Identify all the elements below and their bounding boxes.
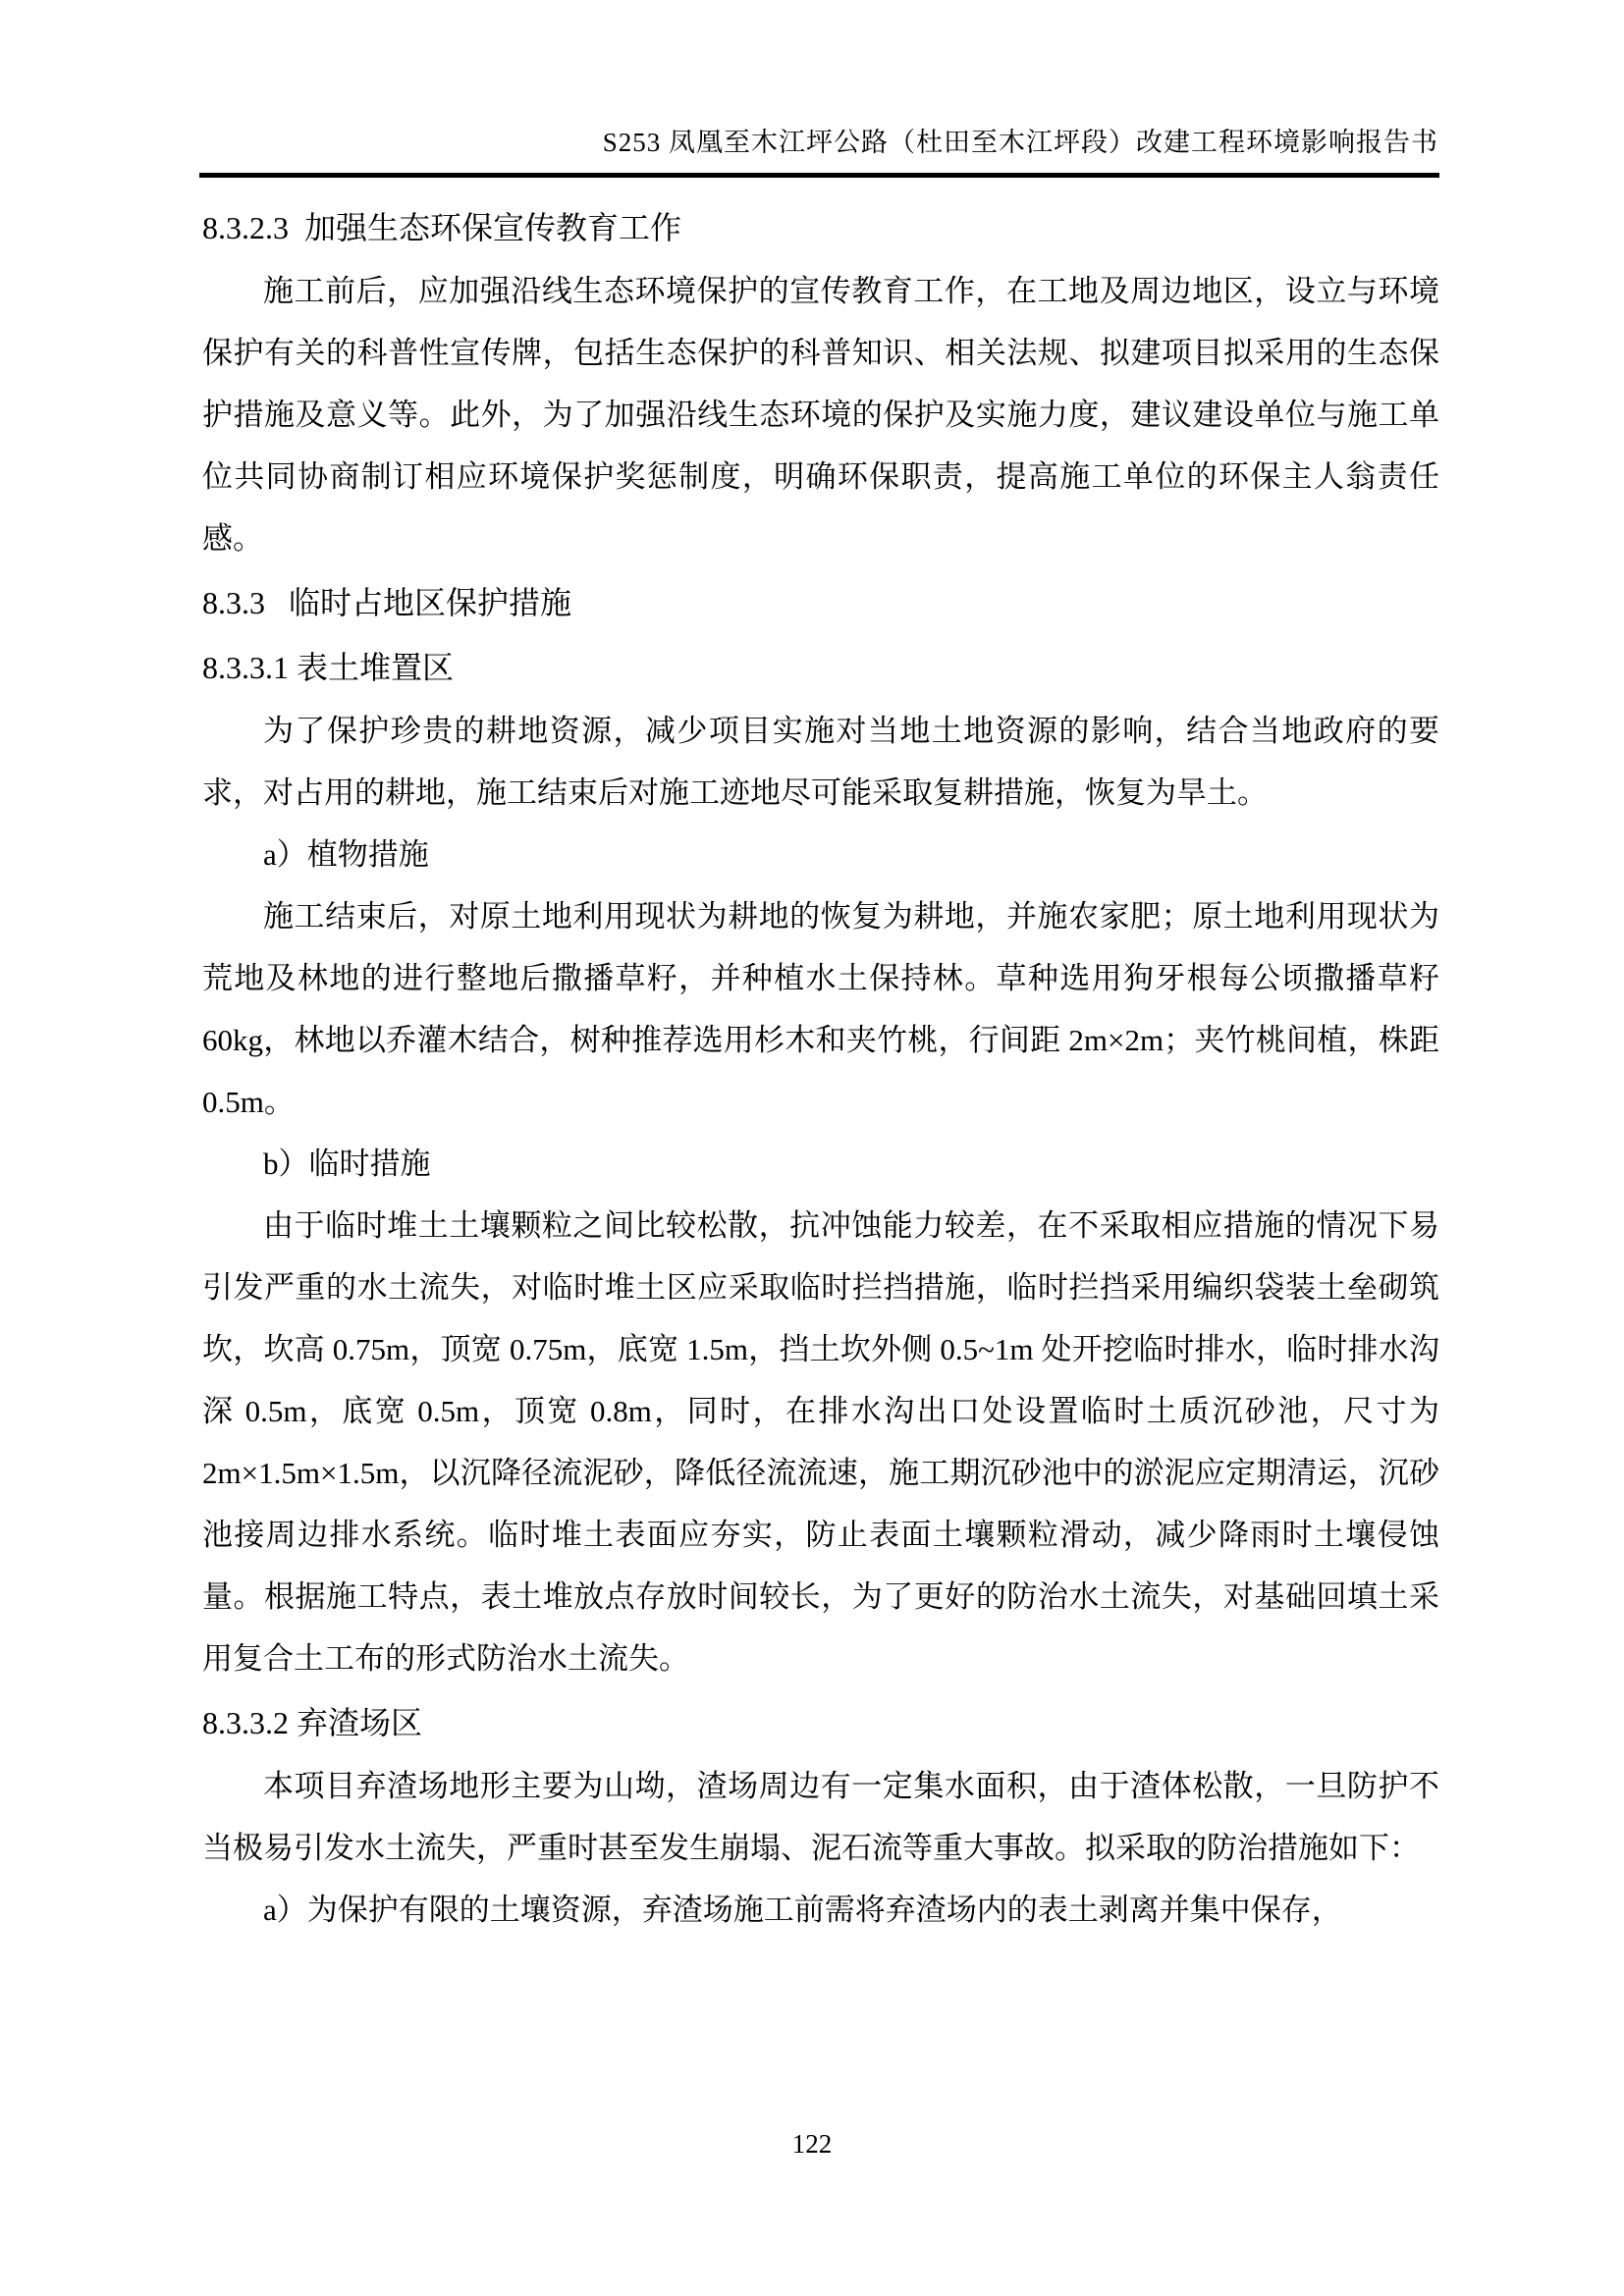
body-paragraph: 为了保护珍贵的耕地资源，减少项目实施对当地土地资源的影响，结合当地政府的要求，对占用的耕地，施工结束后对施工迹地尽可能采取复耕措施，恢复为旱土。: [202, 714, 1439, 810]
body-paragraph: b）临时措施: [263, 1147, 431, 1181]
page-number: 122: [791, 2129, 833, 2159]
section-heading: 8.3.3.1 表土堆置区: [202, 650, 455, 685]
section-heading: 8.3.3 临时占地区保护措施: [202, 585, 572, 620]
section-heading: 8.3.2.3 加强生态环保宣传教育工作: [202, 210, 682, 245]
body-paragraph: 施工前后，应加强沿线生态环境保护的宣传教育工作，在工地及周边地区，设立与环境保护有关的科普性宣传牌，包括生态保护的科普知识、相关法规、拟建项目拟采用的生态保护措施及意义等。此外，为了加强沿线生态环境的保护及实施力度，建议建设单位与施工单位共同协商制订相应环境保护奖惩制度，明确环保职责，提高施工单位的环保主人翁责任感。: [202, 274, 1439, 556]
body-paragraph: a）为保护有限的土壤资源，弃渣场施工前需将弃渣场内的表土剥离并集中保存，: [263, 1893, 1342, 1927]
body-paragraph: 由于临时堆土土壤颗粒之间比较松散，抗冲蚀能力较差，在不采取相应措施的情况下易引发严重的水土流失，对临时堆土区应采取临时拦挡措施，临时拦挡采用编织袋装土垒砌筑坎，坎高 0.75m，顶宽 0.75m，底宽 1.5m，挡土坎外侧 0.5~1m 处开挖临时排水，临时排水沟深 0.5m，底宽 0.5m，顶宽 0.8m，同时，在排水沟出口处设置临时土质沉砂池，尺寸为 2m×1.5m×1.5m，以沉降径流泥砂，降低径流流速，施工期沉砂池中的淤泥应定期清运，沉砂池接周边排水系统。临时堆土表面应夯实，防止表面土壤颗粒滑动，减少降雨时土壤侵蚀量。根据施工特点，表土堆放点存放时间较长，为了更好的防治水土流失，对基础回填土采用复合土工布的形式防治水土流失。: [202, 1208, 1439, 1676]
body-paragraph: 施工结束后，对原土地利用现状为耕地的恢复为耕地，并施农家肥；原土地利用现状为荒地及林地的进行整地后撒播草籽，并种植水土保持林。草种选用狗牙根每公顷撒播草籽 60kg，林地以乔灌木结合，树种推荐选用杉木和夹竹桃，行间距 2m×2m；夹竹桃间植，株距 0.5m。: [202, 899, 1439, 1119]
header-divider-line: [199, 173, 1439, 178]
body-paragraph: a）植物措施: [263, 837, 429, 872]
document-body: [202, 194, 1439, 1941]
section-heading: 8.3.3.2 弃渣场区: [202, 1705, 423, 1740]
page-header-title: S253 凤凰至木江坪公路（杜田至木江坪段）改建工程环境影响报告书: [602, 128, 1438, 157]
body-paragraph: 本项目弃渣场地形主要为山坳，渣场周边有一定集水面积，由于渣体松散，一旦防护不当极易引发水土流失，严重时甚至发生崩塌、泥石流等重大事故。拟采取的防治措施如下：: [202, 1769, 1439, 1865]
